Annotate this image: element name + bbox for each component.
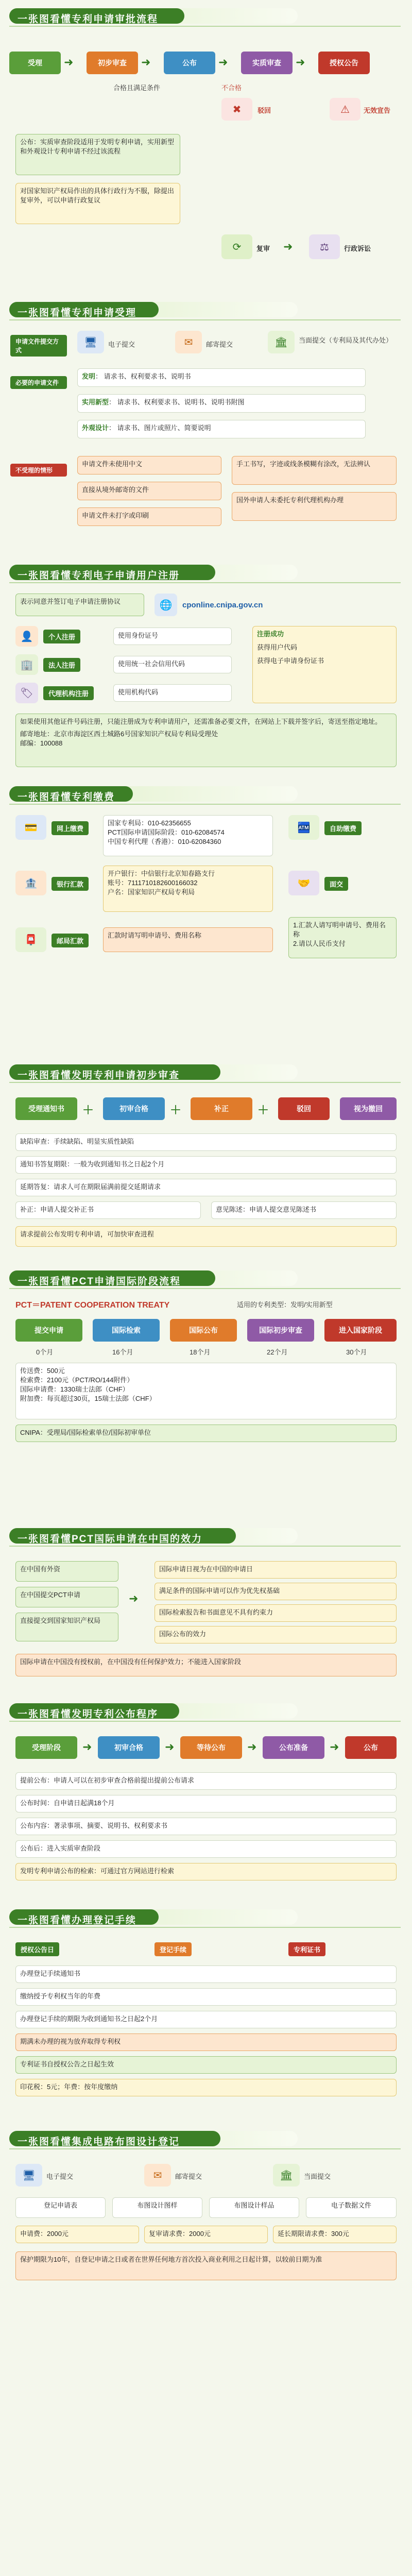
reg-personal-text: 使用身份证号 (118, 632, 159, 639)
doc-invention-val: 请求书、权利要求书、说明书 (104, 372, 191, 380)
grant-note-1-text: 办理登记手续通知书 (20, 1970, 81, 1977)
globe-icon: 🌐 (154, 594, 177, 616)
reg-result (252, 626, 397, 703)
header-rule (9, 1288, 401, 1289)
header-rule (9, 319, 401, 320)
reg-certificate: 获得电子申请身份证书 (257, 657, 324, 665)
pct-china-a2-text: 在中国提交PCT申请 (20, 1591, 81, 1599)
pct-china-b4 (154, 1626, 397, 1643)
arrow-right-icon: ➜ (165, 1740, 175, 1753)
tel-2: PCT国际申请国际阶段：010-62084574 (108, 828, 225, 836)
section-title: 一张图看懂专利电子申请用户注册 (18, 570, 180, 581)
pct-china-a3-text: 直接提交到国家知识产权局 (20, 1617, 101, 1624)
no-case-5 (77, 507, 221, 526)
ic-fee-3 (273, 2226, 397, 2243)
prelim-item-2-text: 通知书答复期限：一般为收到通知书之日起2个月 (20, 1160, 165, 1168)
month-30: 30个月 (346, 1348, 367, 1356)
header-rule (9, 26, 401, 27)
reg-agency-text: 使用机构代码 (118, 688, 159, 696)
pct-china-b1-text: 国际申请日视为在中国的申请日 (159, 1565, 253, 1573)
section-header (0, 1700, 412, 1723)
arrow-right-icon: ➜ (283, 240, 293, 253)
counter-icon: 🏛 (268, 331, 295, 353)
ic-doc-3-text: 布图设计样品 (234, 2201, 274, 2209)
pct-china-a3 (15, 1613, 118, 1641)
arrow-right-icon: ➜ (247, 1740, 257, 1753)
doc-design: 外观设计： 请求书、图片或照片、简要说明 (77, 420, 366, 438)
doc-utility-key: 实用新型 (82, 398, 109, 406)
ic-fee-3-text: 延长期限请求费：300元 (278, 2230, 349, 2238)
prelim-item-4 (15, 1201, 201, 1219)
computer-icon: 🖥 (77, 331, 104, 353)
step-grant: 授权公告 (318, 52, 370, 74)
ic-doc-1 (15, 2197, 106, 2218)
pub-step-publish: 公布 (345, 1736, 397, 1759)
section-header (0, 562, 412, 584)
fee-intl: 国际申请费：1330瑞士法郎（CHF） (20, 1385, 129, 1393)
ic-way-electronic: 电子提交 (46, 2173, 74, 2180)
reg-user-code: 获得用户代码 (257, 643, 298, 651)
reg-success: 注册成功 (257, 630, 284, 638)
ic-doc-3 (209, 2197, 299, 2218)
mail-icon: ✉ (175, 331, 202, 353)
submit-ways-tag: 申请文件提交方式 (10, 335, 67, 357)
doc-design-key: 外观设计 (82, 424, 109, 432)
unqualified-label: 不合格 (221, 84, 242, 92)
prelim-item-1 (15, 1133, 397, 1151)
grant-note-1 (15, 1965, 397, 1983)
ic-fee-2-text: 复审请求费：2000元 (149, 2230, 211, 2238)
section-header (0, 2128, 412, 2150)
ic-tip (15, 2251, 397, 2280)
pct-china-a1-text: 在中国有外资 (20, 1565, 61, 1573)
grant-note-2 (15, 1988, 397, 2006)
arrow-right-icon: ➜ (129, 1592, 139, 1605)
prelim-step-reject: 驳回 (278, 1097, 330, 1120)
reg-legal: 法人注册 (43, 658, 80, 672)
section-title: 一张图看懂专利申请受理 (18, 308, 137, 318)
self-service-icon: 🏧 (288, 815, 319, 840)
pct-china-a2 (15, 1587, 118, 1607)
header-rule (9, 804, 401, 805)
pct-china-b1 (154, 1561, 397, 1579)
grant-fees-text: 印花税：5元；年费：按年度缴纳 (20, 2083, 118, 2091)
pub-step-wait: 等待公布 (180, 1736, 242, 1759)
reject-label: 驳回 (258, 107, 271, 114)
arrow-right-icon: ➜ (330, 1740, 339, 1753)
section-title: 一张图看懂办理登记手续 (18, 1915, 137, 1926)
bank-acct: 账号：7111710182600166032 (108, 879, 198, 887)
header-rule (9, 1546, 401, 1547)
agree-box (15, 594, 144, 616)
prelim-item-3 (15, 1179, 397, 1196)
warn-box (103, 927, 273, 952)
prelim-item-3-text: 延期答复：请求人可在期限届满前提交延期请求 (20, 1183, 161, 1191)
reg-agency: 代理机构注册 (43, 686, 94, 700)
mail-icon: ✉ (144, 2164, 171, 2187)
qualified-label: 合格且满足条件 (113, 84, 161, 92)
prelim-item-5-text: 意见陈述：申请人提交意见陈述书 (216, 1206, 317, 1213)
section-header (0, 1267, 412, 1290)
step-accept: 受理 (9, 52, 61, 74)
ic-fee-2 (144, 2226, 268, 2243)
pub-note-2-text: 公布时间：自申请日起满18个月 (20, 1799, 115, 1807)
grant-fees (15, 2079, 397, 2096)
grant-note-5-text: 专利证书自授权公告之日起生效 (20, 2060, 114, 2068)
reg-personal: 个人注册 (43, 630, 80, 643)
pct-step-exam: 国际初步审查 (247, 1319, 314, 1342)
section-title: 一张图看懂集成电路布图设计登记 (18, 2137, 180, 2147)
no-case-3-text: 手工书写，字迹或线条模糊有涂改，无法辨认 (236, 460, 371, 468)
no-case-5-text: 申请文件未打字或印刷 (82, 512, 149, 519)
pct-step-national: 进入国家阶段 (324, 1319, 397, 1342)
header-rule (9, 1082, 401, 1083)
pub-note-5-text: 发明专利申请公布的检索：可通过官方网站进行检索 (20, 1867, 175, 1875)
no-case-1 (77, 456, 221, 474)
way-mail: 邮寄提交 (206, 341, 233, 348)
ic-fee-1 (15, 2226, 139, 2243)
fee-transmittal: 传送费：500元 (20, 1367, 65, 1375)
grant-note-4 (15, 2033, 397, 2051)
reexam-icon: ⟳ (221, 234, 252, 259)
pub-note-3 (15, 1818, 397, 1835)
pct-type-desc: 适用的专利类型：发明/实用新型 (237, 1301, 333, 1309)
fee-search: 检索费：2100元（PCT/RO/144附件） (20, 1376, 134, 1384)
reject-icon: ✖ (221, 98, 252, 121)
month-18: 18个月 (190, 1348, 211, 1356)
section-title: 一张图看懂PCT国际申请在中国的效力 (18, 1534, 203, 1545)
plus-icon: ＋ (82, 1104, 94, 1116)
doc-utility: 实用新型： 请求书、权利要求书、说明书、说明书附图 (77, 394, 366, 413)
doc-design-val: 请求书、图片或照片、简要说明 (117, 424, 211, 432)
section-title: 一张图看懂发明专利公布程序 (18, 1709, 159, 1720)
pct-china-b2-text: 满足条件的国际申请可以作为优先权基础 (159, 1587, 280, 1595)
pct-step-publish: 国际公布 (170, 1319, 237, 1342)
arrow-right-icon: ➜ (218, 56, 228, 69)
reg-zip: 邮编：100088 (20, 739, 63, 747)
pay-counter: 面交 (324, 877, 348, 891)
person-icon: 👤 (15, 626, 38, 647)
ic-doc-4 (306, 2197, 397, 2218)
prelim-note (15, 1226, 397, 1247)
fee-extra: 附加费：每页超过30页，15瑞士法郎（CHF） (20, 1395, 156, 1402)
prelim-step-pass: 初审合格 (103, 1097, 165, 1120)
agency-icon: 🏷 (15, 683, 38, 703)
pay-tips (288, 917, 397, 958)
header-rule (9, 1927, 401, 1928)
reg-note (15, 714, 397, 767)
month-22: 22个月 (267, 1348, 288, 1356)
pct-step-search: 国际检索 (93, 1319, 160, 1342)
month-16: 16个月 (112, 1348, 133, 1356)
warn-text: 汇款时请写明申请号、费用名称 (108, 931, 202, 939)
note-publish (15, 134, 180, 175)
pub-note-3-text: 公布内容：著录事项、摘要、说明书、权利要求书 (20, 1822, 168, 1829)
computer-icon: 🖥 (15, 2164, 42, 2187)
bank-name: 开户银行：中信银行北京知春路支行 (108, 870, 215, 877)
ic-way-mail: 邮寄提交 (175, 2173, 202, 2180)
grant-tag-cert: 专利证书 (288, 1942, 325, 1956)
header-rule (9, 2148, 401, 2149)
pct-china-result (15, 1654, 397, 1676)
way-counter: 当面提交（专利局及其代办处） (299, 336, 393, 344)
doc-utility-val: 请求书、权利要求书、说明书、说明书附图 (117, 398, 245, 406)
section-header (0, 783, 412, 806)
pct-china-b3-text: 国际检索报告和书面意见不具有约束力 (159, 1608, 273, 1616)
arrow-right-icon: ➜ (296, 56, 305, 69)
reg-legal-text: 使用统一社会信用代码 (118, 660, 185, 668)
pct-china-b2 (154, 1583, 397, 1600)
pub-note-4 (15, 1840, 397, 1858)
no-case-2 (77, 482, 221, 500)
pay-post: 邮局汇款 (52, 934, 89, 947)
reg-agency-val (113, 684, 232, 702)
section-ic-layout (0, 2128, 412, 2437)
section-header (0, 1906, 412, 1929)
section-title: 一张图看懂专利缴费 (18, 792, 115, 803)
arrow-right-icon: ➜ (141, 56, 151, 69)
pub-note-1-text: 提前公布：申请人可以在初步审查合格前提出提前公布请求 (20, 1776, 195, 1784)
pub-note-5 (15, 1863, 397, 1880)
section-header (0, 1525, 412, 1548)
step-prelim: 初步审查 (87, 52, 138, 74)
section-title: 一张图看懂专利申请审批流程 (18, 14, 159, 25)
section-title: 一张图看懂发明专利申请初步审查 (18, 1070, 180, 1081)
section-title: 一张图看懂PCT申请国际阶段流程 (18, 1276, 181, 1287)
bank-icon: 🏦 (15, 871, 46, 895)
section-approval-process (0, 5, 412, 294)
online-pay-icon: 💳 (15, 815, 46, 840)
tel-1: 国家专利局：010-62356655 (108, 819, 191, 827)
ic-tip-text: 保护期限为10年，自登记申请之日或者在世界任何地方首次投入商业利用之日起计算，以较前日期为准 (20, 2256, 322, 2263)
pub-note-4-text: 公布后：进入实质审查阶段 (20, 1844, 101, 1852)
arrow-right-icon: ➜ (64, 56, 74, 69)
ic-doc-1-text: 登记申请表 (43, 2201, 77, 2209)
month-0: 0个月 (36, 1348, 54, 1356)
ic-doc-2-text: 布图设计图样 (137, 2201, 178, 2209)
site-url[interactable]: cponline.cnipa.gov.cn (182, 601, 263, 609)
pub-step-prepare: 公布准备 (263, 1736, 324, 1759)
doc-invention: 发明： 请求书、权利要求书、说明书 (77, 368, 366, 387)
section-header (0, 1061, 412, 1084)
pct-fees (15, 1363, 397, 1419)
prelim-step-notice: 受理通知书 (15, 1097, 77, 1120)
cnipa-role (15, 1425, 397, 1442)
prelim-item-1-text: 缺陷审查：手续缺陷、明显实质性缺陷 (20, 1138, 134, 1145)
bank-info (103, 866, 273, 912)
pub-note-2 (15, 1795, 397, 1812)
header-rule (9, 582, 401, 583)
grant-note-3-text: 办理登记手续的期限为收到通知书之日起2个月 (20, 2015, 158, 2023)
prelim-item-5 (211, 1201, 397, 1219)
reg-personal-val (113, 628, 232, 645)
pct-step-file: 提交申请 (15, 1319, 82, 1342)
prelim-item-2 (15, 1156, 397, 1174)
note-publish-text: 公布：实质审查阶段适用于发明专利申请，实用新型和外观设计专利申请不经过该流程 (20, 138, 175, 155)
required-docs-tag: 必要的申请文件 (10, 376, 67, 389)
tel-box (103, 815, 273, 856)
bank-holder: 户名：国家知识产权局专利局 (108, 888, 195, 896)
pct-acronym: PCT＝PATENT COOPERATION TREATY (15, 1301, 170, 1310)
tip-2: 2.请以人民币支付 (293, 940, 346, 947)
plus-icon: ＋ (170, 1104, 182, 1116)
section-header (0, 299, 412, 321)
agree-text: 表示同意并签订电子申请注册协议 (20, 598, 121, 605)
grant-note-3 (15, 2011, 397, 2028)
cnipa-role-text: CNIPA：受理局/国际检索单位/国际初审单位 (20, 1429, 151, 1436)
step-subst: 实质审查 (241, 52, 293, 74)
header-rule (9, 1721, 401, 1722)
no-case-4 (232, 492, 397, 521)
company-icon: 🏢 (15, 654, 38, 675)
note-review (15, 183, 180, 224)
reg-legal-val (113, 656, 232, 673)
plus-icon: ＋ (258, 1104, 269, 1116)
section-header (0, 5, 412, 28)
doc-invention-key: 发明 (82, 372, 96, 380)
step-publish: 公布 (164, 52, 215, 74)
pay-self: 自助缴费 (324, 821, 362, 835)
grant-tag-date: 授权公告日 (15, 1942, 59, 1956)
prelim-item-4-text: 补正：申请人提交补正书 (20, 1206, 94, 1213)
litigation-label: 行政诉讼 (344, 245, 371, 252)
tel-3: 中国专利代理（香港）：010-62084360 (108, 838, 221, 845)
invalid-icon: ⚠ (330, 98, 360, 121)
counter-pay-icon: 🤝 (288, 871, 319, 895)
pct-china-b4-text: 国际公布的效力 (159, 1630, 207, 1638)
reg-address: 邮寄地址：北京市海淀区西土城路6号国家知识产权局专利局受理处 (20, 730, 218, 738)
reexam-label: 复审 (256, 245, 270, 252)
grant-note-2-text: 缴纳授予专利权当年的年费 (20, 1992, 101, 2000)
pct-china-a1 (15, 1561, 118, 1582)
grant-note-5 (15, 2056, 397, 2074)
ic-doc-2 (112, 2197, 202, 2218)
no-case-4-text: 国外申请人未委托专利代理机构办理 (236, 496, 344, 504)
no-case-3 (232, 456, 397, 485)
ic-way-counter: 当面提交 (304, 2173, 331, 2180)
ic-doc-4-text: 电子数据文件 (331, 2201, 371, 2209)
prelim-step-withdrawn: 视为撤回 (340, 1097, 397, 1120)
pay-online: 网上缴费 (52, 821, 89, 835)
way-electronic: 电子提交 (108, 341, 135, 348)
pub-step-accept: 受理阶段 (15, 1736, 77, 1759)
prelim-step-correct: 补正 (191, 1097, 252, 1120)
note-review-text: 对国家知识产权局作出的具体行政行为不服，除提出复审外，可以申请行政复议 (20, 187, 175, 204)
pub-step-pass: 初审合格 (98, 1736, 160, 1759)
grant-tag-register: 登记手续 (154, 1942, 192, 1956)
pay-bank: 银行汇款 (52, 877, 89, 891)
grant-note-4-text: 期满未办理的视为放弃取得专利权 (20, 2038, 121, 2045)
invalid-label: 无效宣告 (364, 107, 391, 114)
not-accepted-tag: 不受理的情形 (10, 464, 67, 477)
pct-china-result-text: 国际申请在中国没有授权前，在中国没有任何保护效力；不能进入国家阶段 (20, 1658, 242, 1666)
counter-icon: 🏛 (273, 2164, 300, 2187)
prelim-note-text: 请求提前公布发明专利申请，可加快审查进程 (20, 1230, 154, 1238)
no-case-2-text: 直接从境外邮寄的文件 (82, 486, 149, 494)
post-icon: 📮 (15, 927, 46, 952)
tip-1: 1.汇款人请写明申请号、费用名称 (293, 921, 386, 938)
no-case-1-text: 申请文件未使用中文 (82, 460, 143, 468)
pct-china-b3 (154, 1604, 397, 1622)
pub-note-1 (15, 1772, 397, 1790)
reg-note-text: 如果使用其他证件号码注册，只能注册成为专利申请用户，还需准备必要文件，在网站上下载并签字后，寄送至指定地址。 (20, 718, 382, 725)
ic-fee-1-text: 申请费：2000元 (20, 2230, 68, 2238)
arrow-right-icon: ➜ (82, 1740, 92, 1753)
court-icon: ⚖ (309, 234, 340, 259)
